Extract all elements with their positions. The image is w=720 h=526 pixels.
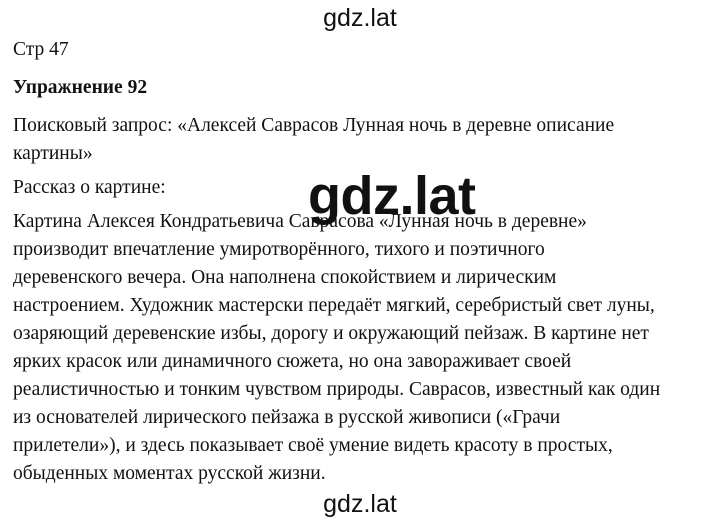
paragraph-line: озаряющий деревенские избы, дорогу и окружающий пейзаж. В картине нет: [13, 323, 649, 344]
paragraph-line: ярких красок или динамичного сюжета, но она завораживает своей: [13, 351, 572, 372]
document-body: [13, 36, 713, 488]
page-reference: Стр 47: [13, 39, 69, 60]
exercise-title: Упражнение 92: [13, 77, 148, 98]
watermark-center: gdz.lat: [308, 166, 476, 226]
paragraph-line: обыденных моментах русской жизни.: [13, 463, 326, 484]
paragraph-line: настроением. Художник мастерски передаёт мягкий, серебристый свет луны,: [13, 295, 655, 316]
paragraph-line: Картина Алексея Кондратьевича Саврасова «Лунная ночь в деревне»: [13, 211, 587, 232]
story-label: Рассказ о картине:: [13, 177, 166, 198]
watermark-bottom: gdz.lat: [323, 490, 397, 518]
paragraph-line: реалистичностью и тонким чувством природы. Саврасов, известный как один: [13, 379, 661, 400]
search-query-line: Поисковый запрос: «Алексей Саврасов Лунная ночь в деревне описание: [13, 115, 615, 136]
paragraph-line: деревенского вечера. Она наполнена спокойствием и лирическим: [13, 267, 557, 288]
search-query-line: картины»: [13, 143, 93, 164]
story-paragraph: [13, 208, 713, 488]
paragraph-line: производит впечатление умиротворённого, тихого и поэтичного: [13, 239, 545, 260]
search-query: [13, 112, 713, 168]
paragraph-line: из основателей лирического пейзажа в русской живописи («Грачи: [13, 407, 561, 428]
paragraph-line: прилетели»), и здесь показывает своё умение видеть красоту в простых,: [13, 435, 613, 456]
watermark-top: gdz.lat: [323, 4, 397, 32]
